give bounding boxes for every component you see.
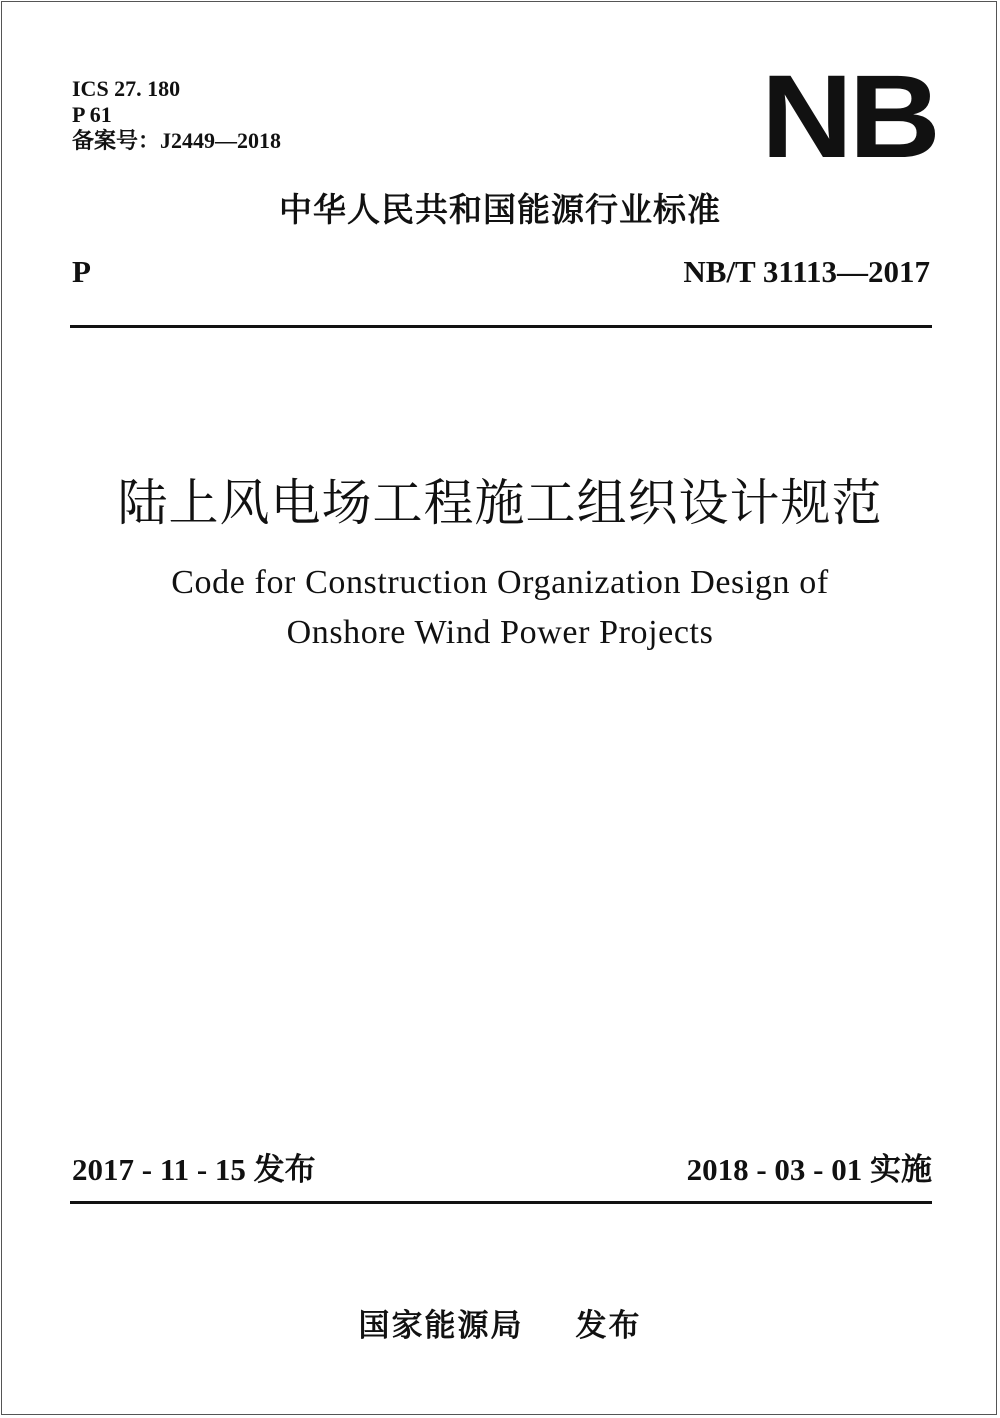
document-title-chinese: 陆上风电场工程施工组织设计规范 [117, 474, 883, 532]
record-number: 备案号：J2449—2018 [72, 128, 282, 153]
date-row [72, 1148, 932, 1192]
class-code: P 61 [72, 102, 112, 127]
publisher-line [0, 1304, 1000, 1348]
effective-date: 2018 - 03 - 01 实施 [686, 1152, 932, 1187]
classification-block [72, 76, 281, 154]
industry-standard-heading: 中华人民共和国能源行业标准 [279, 190, 721, 229]
document-title-english [0, 558, 1000, 658]
category-letter: P [72, 254, 91, 289]
publisher-name: 国家能源局 [358, 1308, 524, 1344]
english-title-line-1: Code for Construction Organization Design of [171, 564, 829, 601]
standard-number: NB/T 31113—2017 [683, 254, 930, 289]
issue-date: 2017 - 11 - 15 发布 [72, 1152, 316, 1187]
nb-logo: NB [760, 51, 936, 183]
publish-action: 发布 [575, 1308, 642, 1344]
bottom-divider [70, 1201, 932, 1204]
standard-code-row [72, 252, 930, 292]
ics-code: ICS 27. 180 [72, 76, 181, 101]
top-divider [70, 325, 932, 328]
english-title-line-2: Onshore Wind Power Projects [286, 614, 714, 651]
